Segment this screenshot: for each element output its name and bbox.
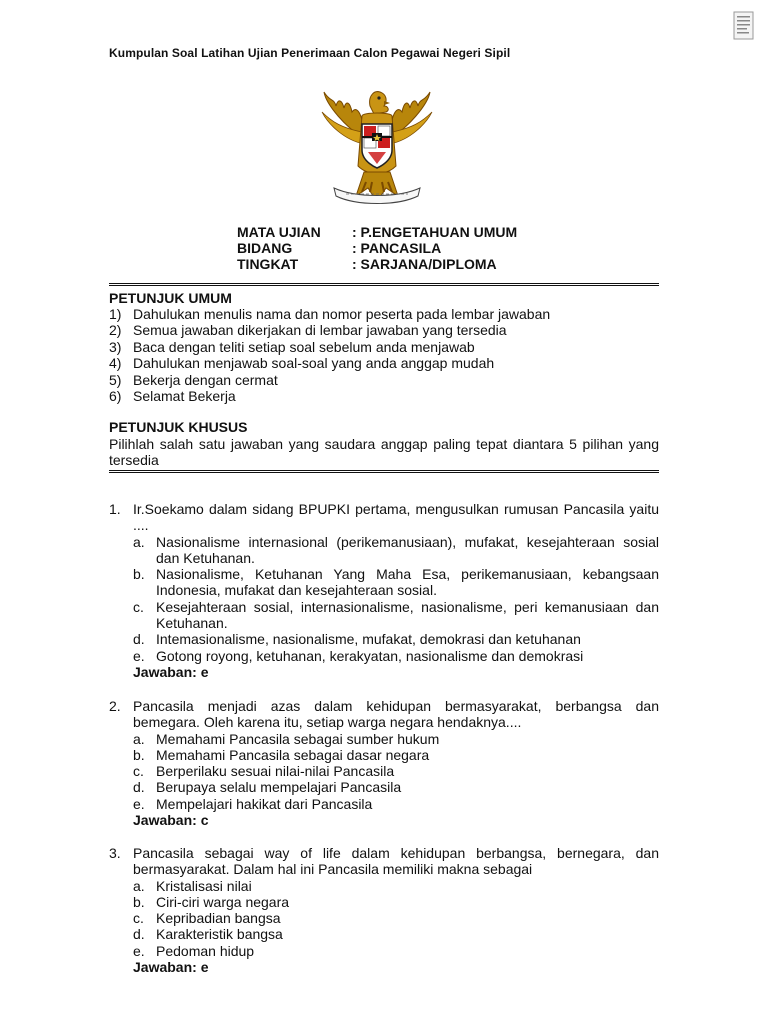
- answer-option: [109, 910, 659, 926]
- meta-label: MATA UJIAN: [237, 224, 321, 240]
- option-letter: c.: [133, 910, 144, 927]
- option-text: Nasionalisme internasional (perikemanusiaan), mufakat, kesejahteraan sosial dan Ketuhanan.: [156, 533, 659, 566]
- list-item: [109, 355, 550, 371]
- option-letter: e.: [133, 942, 145, 959]
- answer-option: [109, 599, 659, 632]
- option-text: Kristalisasi nilai: [156, 877, 252, 894]
- answer-option: [109, 796, 659, 812]
- list-item: [109, 322, 550, 338]
- item-text: Semua jawaban dikerjakan di lembar jawaban yang tersedia: [133, 322, 507, 339]
- answer-option: [109, 747, 659, 763]
- item-number: 6): [109, 388, 122, 405]
- option-letter: a.: [133, 877, 145, 894]
- list-item: [109, 388, 550, 404]
- answer-option: [109, 566, 659, 599]
- question-text: Pancasila sebagai way of life dalam kehidupan berbangsa, bernegara, dan bermasyarakat. Dalam hal ini Pancasila memiliki makna sebagai: [133, 845, 659, 878]
- option-text: Berupaya selalu mempelajari Pancasila: [156, 779, 402, 796]
- answer-option: [109, 878, 659, 894]
- question-3: [109, 845, 659, 975]
- meta-label: TINGKAT: [237, 256, 299, 272]
- question-stem: [109, 845, 659, 878]
- item-text: Bekerja dengan cermat: [133, 371, 278, 388]
- item-number: 4): [109, 355, 122, 372]
- question-text: Pancasila menjadi azas dalam kehidupan bermasyarakat, berbangsa dan bemegara. Oleh karena itu, setiap warga negara hendaknya....: [133, 698, 659, 731]
- option-text: Intemasionalisme, nasionalisme, mufakat, demokrasi dan ketuhanan: [156, 631, 581, 648]
- option-letter: d.: [133, 631, 145, 648]
- meta-value: : P.ENGETAHUAN UMUM: [352, 224, 518, 240]
- option-text: Kepribadian bangsa: [156, 910, 281, 927]
- general-instructions-list: [109, 306, 550, 404]
- option-text: Memahami Pancasila sebagai sumber hukum: [156, 730, 440, 747]
- item-number: 2): [109, 322, 122, 339]
- answer-option: [109, 631, 659, 647]
- answer-option: [109, 731, 659, 747]
- answer-option: [109, 943, 659, 959]
- item-number: 5): [109, 371, 122, 388]
- option-letter: a.: [133, 533, 145, 550]
- option-text: Karakteristik bangsa: [156, 926, 283, 943]
- option-letter: e.: [133, 647, 145, 664]
- option-text: Pedoman hidup: [156, 942, 255, 959]
- exam-meta: [237, 224, 517, 272]
- option-letter: b.: [133, 746, 145, 763]
- meta-row: [237, 256, 517, 272]
- question-text: Ir.Soekamo dalam sidang BPUPKI pertama, mengusulkan rumusan Pancasila yaitu ....: [133, 501, 659, 534]
- double-divider: [109, 283, 659, 286]
- question-number: 2.: [109, 698, 121, 714]
- specific-instructions-title: PETUNJUK KHUSUS: [109, 419, 248, 435]
- garuda-emblem-icon: [316, 84, 438, 214]
- item-number: 3): [109, 338, 122, 355]
- meta-row: [237, 240, 517, 256]
- option-letter: d.: [133, 779, 145, 796]
- option-text: Nasionalisme, Ketuhanan Yang Maha Esa, perikemanusiaan, kebangsaan Indonesia, mufakat dan kesejahteraan sosial.: [156, 566, 659, 599]
- answer-option: [109, 763, 659, 779]
- option-letter: e.: [133, 795, 145, 812]
- answer-key: Jawaban: c: [133, 812, 209, 829]
- meta-value: : SARJANA/DIPLOMA: [352, 256, 497, 272]
- option-letter: b.: [133, 893, 145, 910]
- list-item: [109, 306, 550, 322]
- item-text: Dahulukan menjawab soal-soal yang anda anggap mudah: [133, 355, 495, 372]
- double-divider: [109, 470, 659, 473]
- question-number: 3.: [109, 845, 121, 861]
- question-stem: [109, 501, 659, 534]
- item-number: 1): [109, 306, 122, 322]
- option-letter: a.: [133, 730, 145, 747]
- option-text: Mempelajari hakikat dari Pancasila: [156, 795, 373, 812]
- item-text: Selamat Bekerja: [133, 388, 236, 405]
- meta-label: BIDANG: [237, 240, 293, 256]
- option-text: Memahami Pancasila sebagai dasar negara: [156, 746, 430, 763]
- option-text: Gotong royong, ketuhanan, kerakyatan, nasionalisme dan demokrasi: [156, 647, 584, 664]
- option-letter: c.: [133, 763, 144, 780]
- question-number: 1.: [109, 501, 121, 517]
- question-2: [109, 698, 659, 828]
- answer-key: Jawaban: e: [133, 663, 209, 680]
- answer-option: [109, 534, 659, 567]
- answer-option: [109, 779, 659, 795]
- meta-value: : PANCASILA: [352, 240, 442, 256]
- specific-instructions-text: Pilihlah salah satu jawaban yang saudara anggap paling tepat diantara 5 pilihan yang tersedia: [109, 436, 659, 469]
- general-instructions-title: PETUNJUK UMUM: [109, 290, 232, 306]
- document-icon[interactable]: [732, 10, 756, 42]
- list-item: [109, 372, 550, 388]
- question-1: [109, 501, 659, 680]
- option-letter: b.: [133, 566, 145, 583]
- answer-option: [109, 894, 659, 910]
- meta-row: [237, 224, 517, 240]
- document-header: Kumpulan Soal Latihan Ujian Penerimaan Calon Pegawai Negeri Sipil: [109, 46, 511, 60]
- question-stem: [109, 698, 659, 731]
- answer-option: [109, 926, 659, 942]
- item-text: Baca dengan teliti setiap soal sebelum anda menjawab: [133, 338, 475, 355]
- option-text: Berperilaku sesuai nilai-nilai Pancasila: [156, 763, 395, 780]
- list-item: [109, 339, 550, 355]
- option-text: Kesejahteraan sosial, internasionalisme, nasionalisme, peri kemanusiaan dan Ketuhanan.: [156, 598, 659, 632]
- answer-key: Jawaban: e: [133, 959, 209, 976]
- option-letter: d.: [133, 926, 145, 943]
- option-text: Ciri-ciri warga negara: [156, 893, 290, 910]
- option-letter: c.: [133, 598, 144, 615]
- item-text: Dahulukan menulis nama dan nomor peserta pada lembar jawaban: [133, 306, 551, 322]
- answer-option: [109, 648, 659, 664]
